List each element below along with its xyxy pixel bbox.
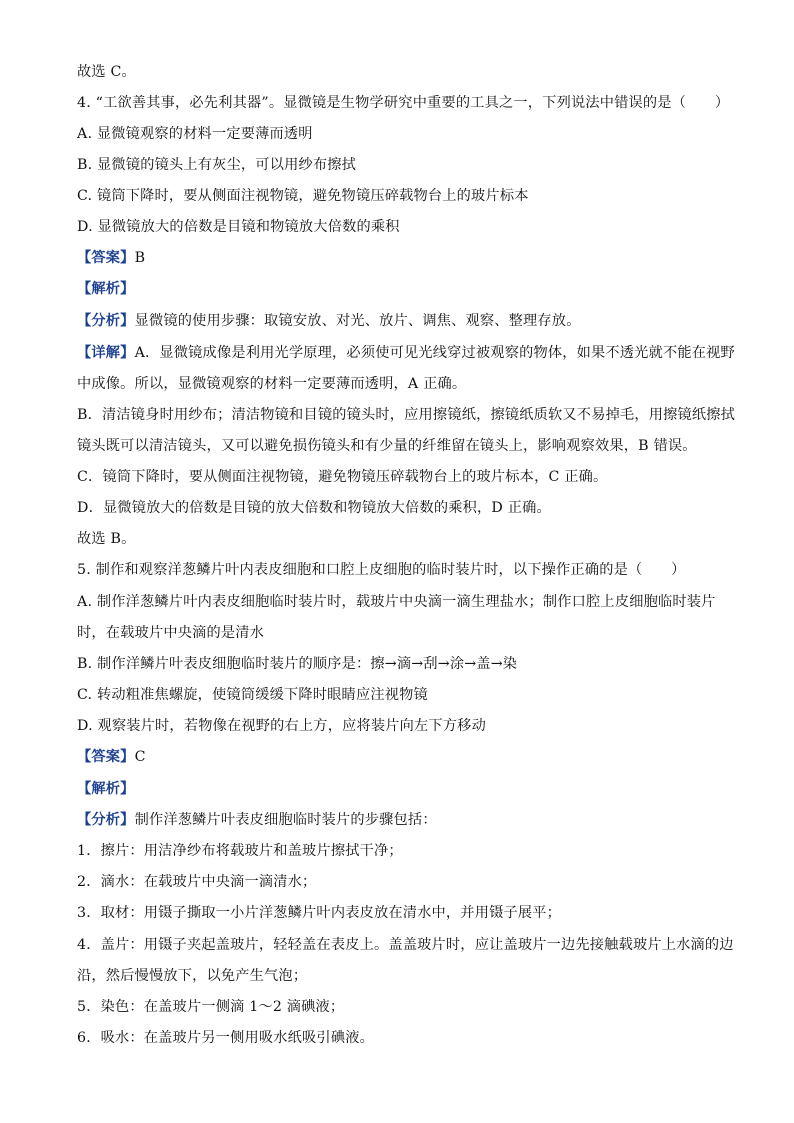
text-line: 故选 C。: [77, 64, 136, 80]
step-4: 4．盖片：用镊子夹起盖玻片，轻轻盖在表皮上。盖盖玻片时，应让盖玻片一边先接触载玻片上水滴的边: [77, 937, 734, 953]
text-line: B．清洁镜身时用纱布；清洁物镜和目镜的镜头时，应用擦镜纸，擦镜纸质软又不易掉毛，用擦镜纸擦拭: [77, 407, 736, 423]
answer-tag: 【答案】: [77, 250, 135, 266]
step-2: 2．滴水：在载玻片中央滴一滴清水；: [77, 874, 317, 890]
answer-line: 【答案】B: [77, 250, 146, 266]
fenxi-line: 【分析】显微镜的使用步骤：取镜安放、对光、放片、调焦、观察、整理存放。: [77, 313, 581, 329]
xiangjie-tag: 【详解】: [77, 345, 135, 361]
text-line: D．显微镜放大的倍数是目镜的放大倍数和物镜放大倍数的乘积，D 正确。: [77, 500, 551, 516]
option-a: A. 制作洋葱鳞片叶内表皮细胞临时装片时，载玻片中央滴一滴生理盐水；制作口腔上皮细胞临时装片: [77, 594, 716, 610]
question-4-stem: 4. “工欲善其事，必先利其器”。显微镜是生物学研究中重要的工具之一，下列说法中错误的是（ ）: [77, 95, 730, 111]
option-b: B. 制作洋鳞片叶表皮细胞临时装片的顺序是：擦→滴→刮→涂→盖→染: [77, 656, 518, 672]
option-c: C. 镜筒下降时，要从侧面注视物镜，避免物镜压碎载物台上的玻片标本: [77, 188, 529, 204]
text-line: 故选 B。: [77, 531, 136, 547]
step-1: 1．擦片：用洁净纱布将载玻片和盖玻片擦拭干净；: [77, 843, 403, 859]
option-d: D. 显微镜放大的倍数是目镜和物镜放大倍数的乘积: [77, 219, 400, 235]
text-line: 中成像。所以，显微镜观察的材料一定要薄而透明，A 正确。: [77, 376, 467, 392]
fenxi-tag: 【分析】: [77, 313, 135, 329]
xiangjie-line: 【详解】A．显微镜成像是利用光学原理，必须使可见光线穿过被观察的物体，如果不透光就不能在视野: [77, 345, 735, 361]
answer-tag: 【答案】: [77, 749, 135, 765]
option-a-cont: 时，在载玻片中央滴的是清水: [77, 625, 265, 641]
analysis-tag: 【解析】: [77, 281, 135, 297]
fenxi-line: 【分析】制作洋葱鳞片叶表皮细胞临时装片的步骤包括：: [77, 812, 437, 828]
question-5-stem: 5. 制作和观察洋葱鳞片叶内表皮细胞和口腔上皮细胞的临时装片时，以下操作正确的是（ ）: [77, 562, 686, 578]
fenxi-tag: 【分析】: [77, 812, 135, 828]
analysis-heading: [77, 779, 727, 799]
option-d: D. 观察装片时，若物像在视野的右上方，应将装片向左下方移动: [77, 718, 486, 734]
option-a: A. 显微镜观察的材料一定要薄而透明: [77, 126, 313, 142]
step-6: 6．吸水：在盖玻片另一侧用吸水纸吸引碘液。: [77, 1030, 374, 1046]
analysis-heading: [77, 279, 727, 299]
step-4-cont: 沿，然后慢慢放下，以免产生气泡；: [77, 968, 308, 984]
text-line: C．镜筒下降时，要从侧面注视物镜，避免物镜压碎载物台上的玻片标本，C 正确。: [77, 469, 608, 485]
option-c: C. 转动粗准焦螺旋，使镜筒缓缓下降时眼睛应注视物镜: [77, 687, 428, 703]
option-b: B. 显微镜的镜头上有灰尘，可以用纱布擦拭: [77, 157, 357, 173]
analysis-tag: 【解析】: [77, 781, 135, 797]
answer-line: 【答案】C: [77, 749, 146, 765]
step-3: 3．取材：用镊子撕取一小片洋葱鳞片叶内表皮放在清水中，并用镊子展平；: [77, 905, 562, 921]
text-line: 镜头既可以清洁镜头，又可以避免损伤镜头和有少量的纤维留在镜头上，影响观察效果，B 错误。: [77, 438, 697, 454]
step-5: 5．染色：在盖玻片一侧滴 1～2 滴碘液；: [77, 999, 345, 1015]
